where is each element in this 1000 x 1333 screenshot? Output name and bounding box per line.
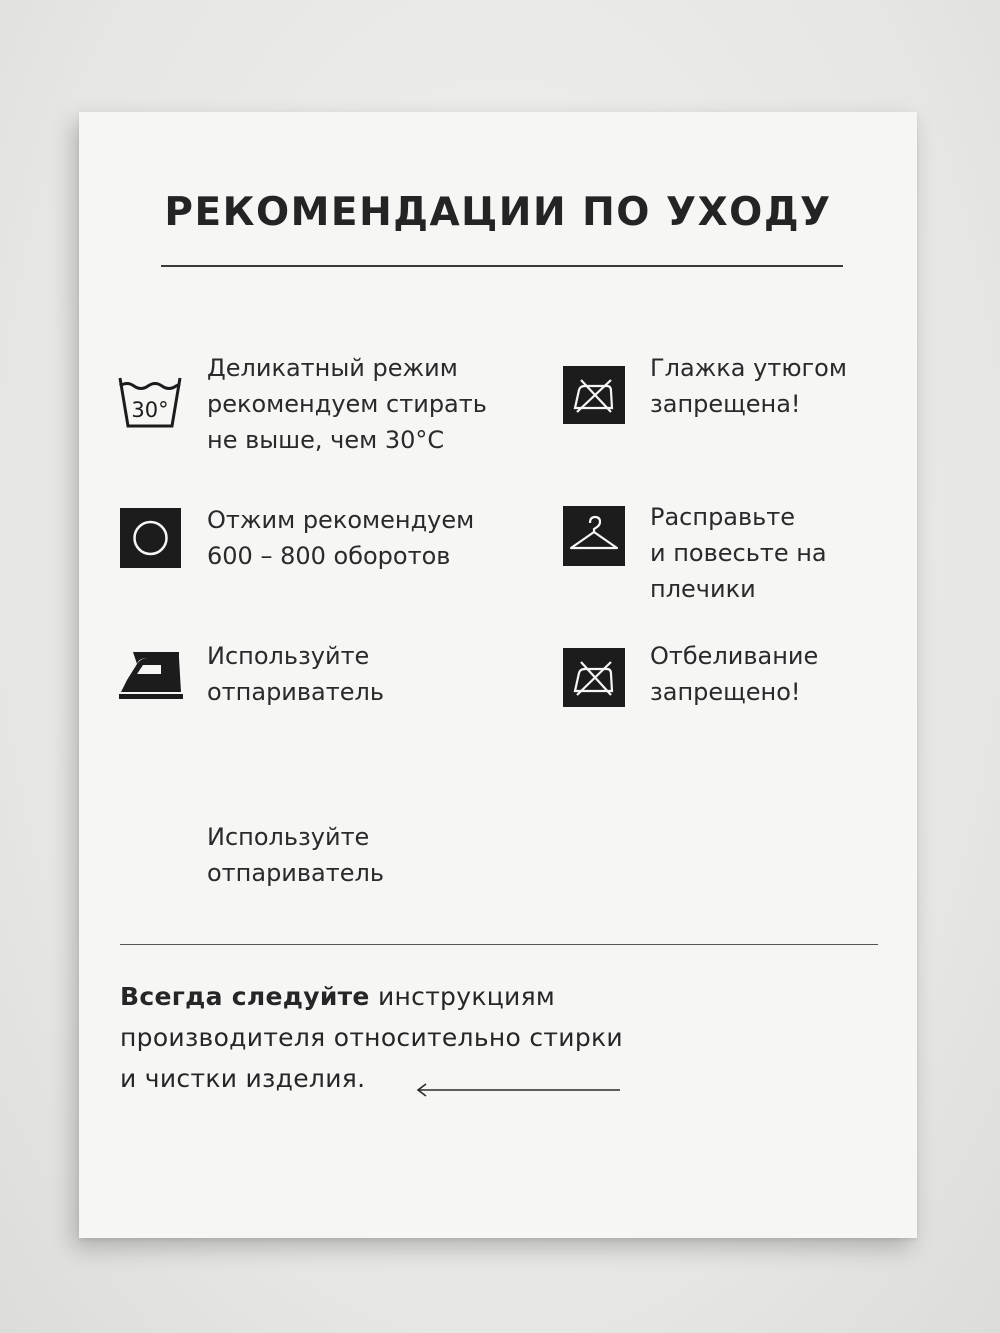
no-ironing-icon: [563, 366, 625, 424]
footer-line2: производителя относительно стирки: [120, 1023, 623, 1052]
care-item-spin: Отжим рекомендуем 600 – 800 оборотов: [207, 506, 475, 570]
steam-iron-icon: [117, 648, 185, 700]
spin-circle-icon: [120, 508, 181, 568]
wash-30-icon: [117, 374, 183, 430]
care-item-steamer-repeat: Используйте отпариватель: [207, 823, 384, 887]
footer-line3: и чистки изделия.: [120, 1064, 366, 1093]
footer-bold: Всегда следуйте: [120, 982, 370, 1011]
care-item-no-ironing: Глажка утюгом запрещена!: [650, 354, 847, 418]
care-item-delicate-wash: Деликатный режим рекомендуем стирать не выше, чем 30°C: [207, 354, 487, 454]
care-card: [79, 112, 917, 1238]
care-item-hang: Расправьте и повесьте на плечики: [650, 503, 827, 603]
hanger-icon: [563, 506, 625, 566]
care-item-no-bleach: Отбеливание запрещено!: [650, 642, 819, 706]
care-item-steamer: Используйте отпариватель: [207, 642, 384, 706]
footer-divider: [120, 944, 878, 945]
title-divider: [161, 265, 843, 267]
arrow-left-icon: [414, 1082, 624, 1098]
footer-note: [120, 976, 623, 1099]
no-bleach-icon: [563, 648, 625, 707]
wash-temp-label: 30°: [131, 398, 169, 422]
footer-line1-rest: инструкциям: [369, 982, 556, 1011]
page-title: РЕКОМЕНДАЦИИ ПО УХОДУ: [164, 190, 832, 235]
